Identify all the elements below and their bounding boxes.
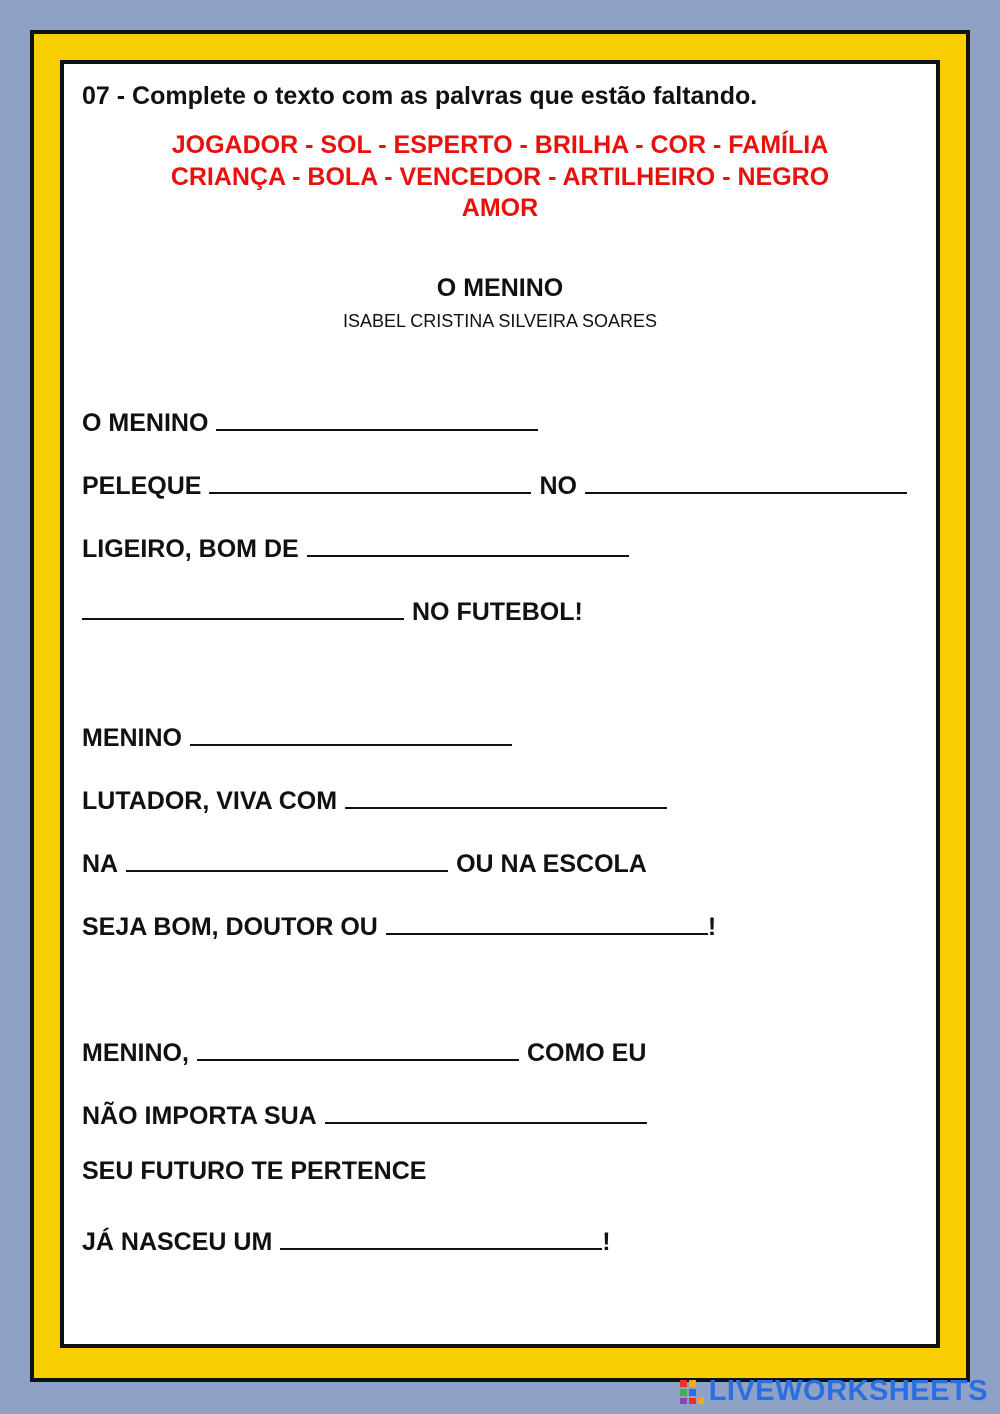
line-text: SEU FUTURO TE PERTENCE — [82, 1157, 427, 1185]
word-bank-line: CRIANÇA - BOLA - VENCEDOR - ARTILHEIRO - NEGRO — [170, 162, 830, 191]
liveworksheets-watermark — [679, 1375, 988, 1408]
line-text: OU NA ESCOLA — [456, 850, 647, 878]
poem-line — [82, 1031, 646, 1068]
line-text: MENINO — [82, 724, 182, 752]
poem-line — [82, 716, 520, 753]
instruction-text: 07 - Complete o texto com as palvras que estão faltando. — [82, 82, 758, 110]
word-bank-line: JOGADOR - SOL - ESPERTO - BRILHA - COR - FAMÍLIA — [171, 131, 829, 159]
blank-input[interactable] — [386, 905, 708, 935]
blank-input[interactable] — [325, 1094, 647, 1124]
line-text: SEJA BOM, DOUTOR OU — [82, 913, 378, 941]
word-bank-line: AMOR — [461, 194, 539, 222]
line-text: NÃO IMPORTA SUA — [82, 1102, 317, 1130]
poem-line — [82, 401, 546, 438]
blank-input[interactable] — [197, 1031, 519, 1061]
watermark-text: LIVEWORKSHEETS — [708, 1375, 988, 1407]
blank-input[interactable] — [216, 401, 538, 431]
line-text: NO — [539, 472, 577, 500]
poem-line — [82, 590, 583, 627]
poem-author: ISABEL CRISTINA SILVEIRA SOARES — [342, 311, 658, 331]
line-text: MENINO, — [82, 1039, 189, 1067]
poem-title: O MENINO — [436, 274, 564, 302]
poem-line — [82, 1157, 426, 1186]
poem-line — [82, 527, 637, 564]
poem-line — [82, 842, 647, 879]
line-text: JÁ NASCEU UM — [82, 1228, 273, 1256]
poem-line — [82, 464, 915, 501]
blank-input[interactable] — [585, 464, 907, 494]
poem-line — [82, 905, 716, 942]
line-text: O MENINO — [82, 409, 209, 437]
line-text: NA — [82, 850, 119, 878]
poem-line — [82, 779, 675, 816]
poem-line — [82, 1094, 655, 1131]
worksheet-page — [60, 60, 940, 1348]
line-text: PELEQUE — [82, 472, 202, 500]
line-text: COMO EU — [526, 1039, 647, 1067]
blank-input[interactable] — [280, 1220, 602, 1250]
liveworksheets-logo-icon — [679, 1379, 705, 1405]
blank-input[interactable] — [126, 842, 448, 872]
blank-input[interactable] — [307, 527, 629, 557]
blank-input[interactable] — [209, 464, 531, 494]
poem-line — [82, 1220, 611, 1257]
word-bank — [64, 130, 936, 225]
yellow-frame — [30, 30, 970, 1382]
line-text: LIGEIRO, BOM DE — [82, 535, 299, 563]
line-text: ! — [707, 913, 717, 941]
blank-input[interactable] — [82, 590, 404, 620]
blank-input[interactable] — [345, 779, 667, 809]
line-text: LUTADOR, VIVA COM — [82, 787, 338, 815]
line-text: ! — [602, 1228, 611, 1256]
blank-input[interactable] — [190, 716, 512, 746]
line-text: NO FUTEBOL! — [412, 598, 583, 626]
